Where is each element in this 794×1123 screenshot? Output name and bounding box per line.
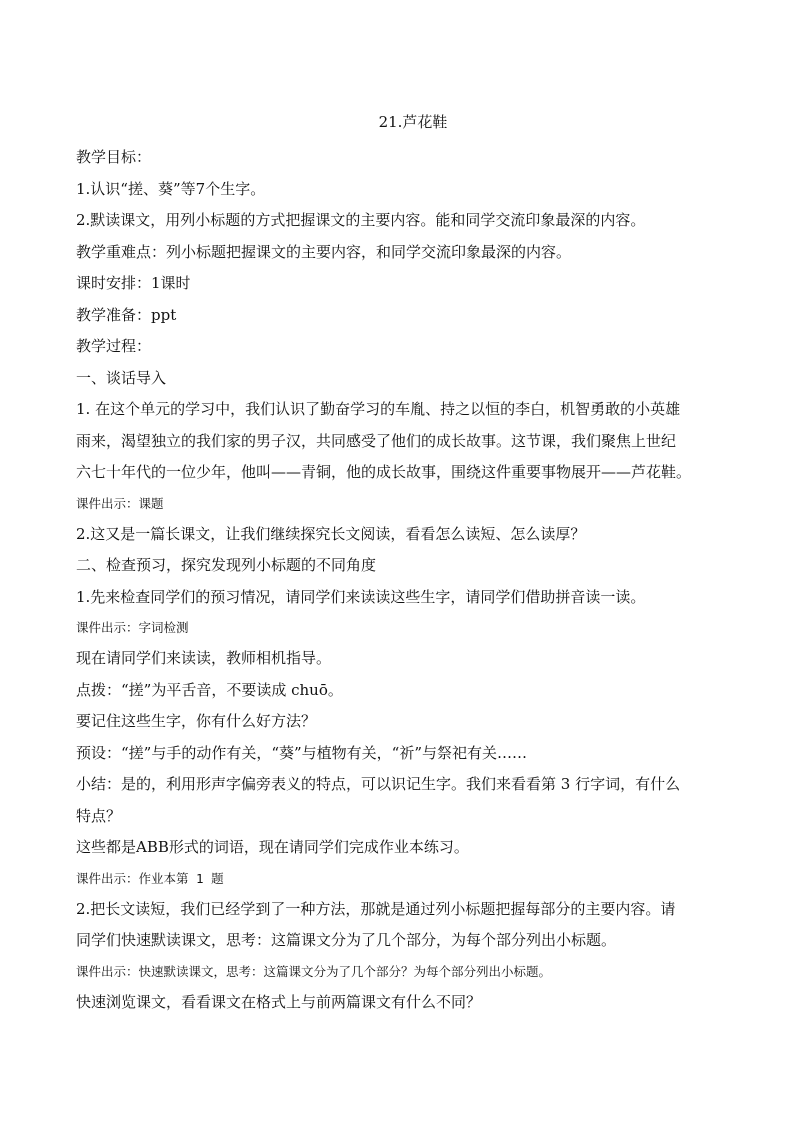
summary-line-1: 小结：是的，利用形声字偏旁表义的特点，可以识记生字。我们来看看第 3 行字词，有什么 (76, 775, 681, 793)
teaching-goals-heading: 教学目标： (76, 148, 152, 166)
intro-paragraph-line-3: 六七十年代的一位少年，他叫——青铜，他的成长故事，围绕这件重要事物展开——芦花鞋。 (76, 463, 692, 481)
document-title: 21.芦花鞋 (378, 113, 448, 131)
long-text-question: 2.这又是一篇长课文，让我们继续探究长文阅读，看看怎么读短、怎么读厚？ (76, 524, 586, 543)
preset-answer: 预设：“搓”与手的动作有关，“葵”与植物有关，“祈”与祭祀有关…… (76, 743, 528, 762)
intro-paragraph-line-1: 1. 在这个单元的学习中，我们认识了勤奋学习的车胤、持之以恒的李白，机智勇敢的小英雄 (76, 400, 681, 418)
section-1-heading: 一、谈话导入 (76, 368, 167, 387)
long-paragraph-line-1: 2.把长文读短，我们已经学到了一种方法，那就是通过列小标题把握每部分的主要内容。请 (76, 899, 676, 918)
summary-line-2: 特点？ (76, 806, 122, 825)
teaching-process-heading: 教学过程： (76, 337, 152, 355)
document-page (76, 112, 726, 1018)
key-difficulty: 教学重难点：列小标题把握课文的主要内容，和同学交流印象最深的内容。 (76, 242, 572, 261)
goal-2: 2.默读课文，用列小标题的方式把握课文的主要内容。能和同学交流印象最深的内容。 (76, 211, 646, 229)
format-question: 快速浏览课文，看看课文在格式上与前两篇课文有什么不同？ (76, 992, 482, 1011)
reading-instruction: 现在请同学们来读读，教师相机指导。 (76, 649, 332, 667)
memory-question: 要记住这些生字，你有什么好方法？ (76, 712, 317, 730)
teaching-preparation: 教学准备：ppt (76, 305, 177, 324)
goal-1: 1.认识“搓、葵”等7个生字。 (76, 179, 266, 198)
courseware-note-3: 课件出示：作业本第 1 题 (76, 870, 224, 886)
long-paragraph-line-2: 同学们快速默读课文，思考：这篇课文分为了几个部分，为每个部分列出小标题。 (76, 931, 617, 949)
intro-paragraph-line-2: 雨来，渴望独立的我们家的男子汉，共同感受了他们的成长故事。这节课，我们聚焦上世纪 (76, 431, 677, 450)
courseware-note-1: 课件出示：课题 (76, 495, 164, 511)
abb-words-note: 这些都是ABB形式的词语，现在请同学们完成作业本练习。 (76, 838, 469, 856)
class-hours: 课时安排：1课时 (76, 274, 191, 292)
courseware-note-4: 课件出示：快速默读课文，思考：这篇课文分为了几个部分？为每个部分列出小标题。 (76, 963, 552, 979)
preview-check: 1.先来检查同学们的预习情况，请同学们来读读这些生字，请同学们借助拼音读一读。 (76, 587, 646, 606)
courseware-note-2: 课件出示：字词检测 (76, 620, 189, 635)
section-2-heading: 二、检查预习，探究发现列小标题的不同角度 (76, 556, 377, 574)
pronunciation-tip: 点拨：“搓”为平舌音，不要读成 chuō。 (76, 680, 343, 699)
